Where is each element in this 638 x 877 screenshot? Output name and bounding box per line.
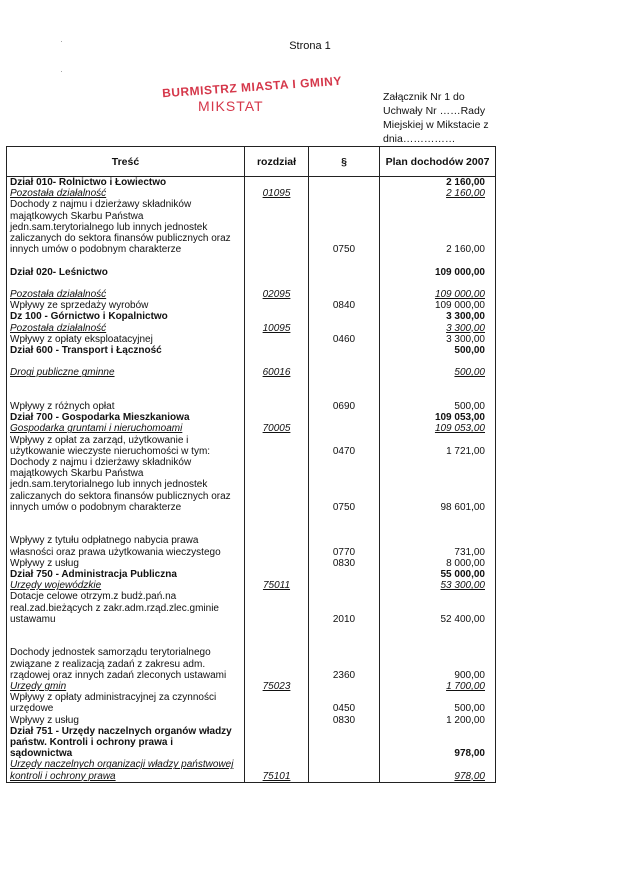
row-rozdzial: 60016 (245, 367, 309, 378)
row-amount (380, 491, 496, 502)
row-rozdzial (245, 457, 309, 468)
row-text: Pozostała działalność (7, 289, 245, 300)
row-amount: 109 053,00 (380, 423, 496, 434)
row-text: związane z realizacją zadań z zakresu adm. (7, 659, 245, 670)
row-amount (380, 692, 496, 703)
table-row (7, 367, 496, 378)
row-rozdzial: 02095 (245, 289, 309, 300)
row-text: Wpływy z opłat za zarząd, użytkowanie i (7, 435, 245, 446)
table-row (7, 703, 496, 714)
table-row (7, 513, 496, 524)
row-paragraf (309, 379, 380, 390)
row-text: Dotacje celowe otrzym.z budż.pań.na (7, 591, 245, 602)
table-row (7, 267, 496, 278)
row-text: Wpływy z opłaty eksploatacyjnej (7, 334, 245, 345)
row-amount (380, 759, 496, 770)
row-rozdzial (245, 233, 309, 244)
row-paragraf: 0690 (309, 401, 380, 412)
row-amount (380, 211, 496, 222)
row-amount: 731,00 (380, 547, 496, 558)
row-amount (380, 457, 496, 468)
row-paragraf: 0750 (309, 502, 380, 513)
row-text (7, 636, 245, 647)
header-tresc: Treść (7, 147, 245, 177)
table-row (7, 625, 496, 636)
table-row (7, 715, 496, 726)
scan-marks: · · (60, 36, 63, 76)
row-text: Gospodarka gruntami i nieruchomoami (7, 423, 245, 434)
table-row (7, 659, 496, 670)
row-rozdzial (245, 636, 309, 647)
table-row (7, 412, 496, 423)
mayor-stamp (150, 73, 343, 126)
row-paragraf (309, 479, 380, 490)
row-rozdzial (245, 591, 309, 602)
row-text: Drogi publiczne gminne (7, 367, 245, 378)
table-row (7, 199, 496, 210)
table-row (7, 278, 496, 289)
row-amount (380, 379, 496, 390)
row-paragraf: 0830 (309, 558, 380, 569)
table-row (7, 188, 496, 199)
row-amount (380, 199, 496, 210)
row-amount: 500,00 (380, 367, 496, 378)
table-row (7, 289, 496, 300)
row-rozdzial (245, 311, 309, 322)
row-amount: 55 000,00 (380, 569, 496, 580)
row-amount (380, 737, 496, 748)
row-rozdzial: 75011 (245, 580, 309, 591)
row-text: Wpływy z usług (7, 715, 245, 726)
row-text: państw. Kontroli i ochrony prawa i (7, 737, 245, 748)
row-rozdzial (245, 524, 309, 535)
row-amount (380, 647, 496, 658)
row-paragraf: 0450 (309, 703, 380, 714)
annex-line-2: Uchwały Nr ……Rady (383, 105, 486, 117)
row-text: majątkowych Skarbu Państwa (7, 468, 245, 479)
annex-note (383, 90, 503, 146)
row-rozdzial (245, 558, 309, 569)
row-paragraf (309, 255, 380, 266)
row-amount: 109 000,00 (380, 267, 496, 278)
row-rozdzial (245, 300, 309, 311)
row-paragraf (309, 726, 380, 737)
row-paragraf: 0770 (309, 547, 380, 558)
row-amount: 978,00 (380, 771, 496, 783)
row-paragraf (309, 177, 380, 189)
row-text: Wpływy ze sprzedaży wyrobów (7, 300, 245, 311)
row-text: Urzędy wojewódzkie (7, 580, 245, 591)
table-row (7, 311, 496, 322)
table-row (7, 636, 496, 647)
table-row (7, 233, 496, 244)
row-text (7, 390, 245, 401)
table-row (7, 547, 496, 558)
table-row (7, 670, 496, 681)
table-body (7, 177, 496, 783)
row-text: własności oraz prawa użytkowania wieczystego (7, 547, 245, 558)
table-row (7, 255, 496, 266)
table-row (7, 580, 496, 591)
row-paragraf (309, 423, 380, 434)
row-text (7, 379, 245, 390)
table-row (7, 558, 496, 569)
row-rozdzial (245, 513, 309, 524)
row-rozdzial (245, 759, 309, 770)
row-text: Dział 020- Leśnictwo (7, 267, 245, 278)
row-paragraf (309, 345, 380, 356)
row-paragraf (309, 199, 380, 210)
annex-line-3: Miejskiej w Mikstacie z (383, 119, 489, 131)
row-paragraf: 0750 (309, 244, 380, 255)
row-paragraf (309, 603, 380, 614)
row-amount (380, 222, 496, 233)
row-amount (380, 278, 496, 289)
table-row (7, 759, 496, 770)
table-row (7, 390, 496, 401)
row-rozdzial (245, 647, 309, 658)
row-text: Dochody z najmu i dzierżawy składników (7, 457, 245, 468)
row-paragraf (309, 457, 380, 468)
row-amount (380, 603, 496, 614)
row-text: Dochody z najmu i dzierżawy składników (7, 199, 245, 210)
row-rozdzial (245, 468, 309, 479)
row-text: Dział 751 - Urzędy naczelnych organów władzy (7, 726, 245, 737)
row-amount (380, 659, 496, 670)
annex-line-4: dnia…………… (383, 133, 456, 145)
table-header-row (7, 147, 496, 177)
table-row (7, 300, 496, 311)
row-amount: 98 601,00 (380, 502, 496, 513)
row-rozdzial (245, 222, 309, 233)
row-rozdzial (245, 211, 309, 222)
row-text: innych umów o podobnym charakterze (7, 502, 245, 513)
row-rozdzial (245, 177, 309, 189)
row-text: jedn.sam.terytorialnego lub innych jednostek (7, 222, 245, 233)
row-rozdzial (245, 692, 309, 703)
row-paragraf (309, 681, 380, 692)
row-amount (380, 356, 496, 367)
row-paragraf (309, 748, 380, 759)
table-row (7, 647, 496, 658)
row-text: Wpływy z usług (7, 558, 245, 569)
row-paragraf (309, 233, 380, 244)
header-rozdzial: rozdział (245, 147, 309, 177)
row-text: Dział 600 - Transport i Łączność (7, 345, 245, 356)
row-paragraf (309, 267, 380, 278)
row-amount (380, 535, 496, 546)
row-paragraf (309, 591, 380, 602)
row-rozdzial (245, 267, 309, 278)
stamp-line-1: BURMISTRZ MIASTA I GMINY (161, 73, 343, 101)
table-row (7, 681, 496, 692)
row-text: Dział 750 - Administracja Publiczna (7, 569, 245, 580)
row-text: innych umów o podobnym charakterze (7, 244, 245, 255)
row-paragraf: 0830 (309, 715, 380, 726)
row-text: Pozostała działalność (7, 188, 245, 199)
row-amount: 3 300,00 (380, 323, 496, 334)
row-paragraf (309, 278, 380, 289)
table-row (7, 177, 496, 189)
row-amount: 52 400,00 (380, 614, 496, 625)
row-rozdzial (245, 491, 309, 502)
row-paragraf (309, 625, 380, 636)
row-amount: 500,00 (380, 703, 496, 714)
row-amount: 3 300,00 (380, 311, 496, 322)
table-row (7, 771, 496, 783)
row-rozdzial (245, 255, 309, 266)
row-paragraf (309, 647, 380, 658)
row-rozdzial (245, 412, 309, 423)
table-row (7, 569, 496, 580)
row-paragraf (309, 211, 380, 222)
row-text: Dochody jednostek samorządu terytorialnego (7, 647, 245, 658)
row-paragraf (309, 759, 380, 770)
row-text: Wpływy z tytułu odpłatnego nabycia prawa (7, 535, 245, 546)
row-amount: 1 700,00 (380, 681, 496, 692)
header-paragraf: § (309, 147, 380, 177)
row-paragraf (309, 289, 380, 300)
row-paragraf (309, 311, 380, 322)
row-paragraf (309, 356, 380, 367)
row-amount: 8 000,00 (380, 558, 496, 569)
table-row (7, 446, 496, 457)
row-amount: 978,00 (380, 748, 496, 759)
row-amount (380, 524, 496, 535)
row-paragraf (309, 569, 380, 580)
row-amount (380, 468, 496, 479)
row-amount: 109 053,00 (380, 412, 496, 423)
row-amount: 53 300,00 (380, 580, 496, 591)
row-amount: 109 000,00 (380, 289, 496, 300)
table-row (7, 222, 496, 233)
row-text: Dział 010- Rolnictwo i Łowiectwo (7, 177, 245, 189)
row-text: jedn.sam.terytorialnego lub innych jednostek (7, 479, 245, 490)
table-row (7, 692, 496, 703)
row-amount: 3 300,00 (380, 334, 496, 345)
table-row (7, 491, 496, 502)
row-amount: 900,00 (380, 670, 496, 681)
row-text: Urzędy gmin (7, 681, 245, 692)
table-row (7, 379, 496, 390)
table-row (7, 524, 496, 535)
row-paragraf (309, 491, 380, 502)
row-rozdzial (245, 379, 309, 390)
header-plan: Plan dochodów 2007 (380, 147, 496, 177)
row-paragraf (309, 390, 380, 401)
row-rozdzial (245, 446, 309, 457)
table-row (7, 457, 496, 468)
row-text (7, 278, 245, 289)
annex-line-1: Załącznik Nr 1 do (383, 91, 465, 103)
row-text: Dz 100 - Górnictwo i Kopalnictwo (7, 311, 245, 322)
row-rozdzial: 01095 (245, 188, 309, 199)
row-amount (380, 591, 496, 602)
row-paragraf (309, 513, 380, 524)
row-rozdzial (245, 603, 309, 614)
row-text: Urzędy naczelnych organizacji władzy państwowej (7, 759, 245, 770)
row-paragraf (309, 435, 380, 446)
row-amount (380, 479, 496, 490)
row-paragraf (309, 468, 380, 479)
table-row (7, 345, 496, 356)
row-paragraf (309, 188, 380, 199)
row-amount: 1 200,00 (380, 715, 496, 726)
row-paragraf: 2010 (309, 614, 380, 625)
row-rozdzial (245, 479, 309, 490)
row-text: Dział 700 - Gospodarka Mieszkaniowa (7, 412, 245, 423)
row-paragraf: 0460 (309, 334, 380, 345)
row-amount: 1 721,00 (380, 446, 496, 457)
row-paragraf: 2360 (309, 670, 380, 681)
row-text: majątkowych Skarbu Państwa (7, 211, 245, 222)
row-rozdzial (245, 435, 309, 446)
row-rozdzial (245, 737, 309, 748)
row-rozdzial (245, 625, 309, 636)
row-paragraf (309, 636, 380, 647)
table-row (7, 211, 496, 222)
row-paragraf (309, 222, 380, 233)
row-rozdzial (245, 334, 309, 345)
row-paragraf (309, 367, 380, 378)
table-row (7, 356, 496, 367)
row-rozdzial (245, 670, 309, 681)
table-row (7, 401, 496, 412)
table-row (7, 244, 496, 255)
table-row (7, 748, 496, 759)
row-rozdzial (245, 502, 309, 513)
row-paragraf (309, 580, 380, 591)
row-rozdzial (245, 535, 309, 546)
table-row (7, 468, 496, 479)
row-text: zaliczanych do sektora finansów publicznych oraz (7, 233, 245, 244)
row-paragraf: 0840 (309, 300, 380, 311)
row-amount (380, 636, 496, 647)
row-rozdzial: 10095 (245, 323, 309, 334)
row-rozdzial (245, 356, 309, 367)
row-rozdzial (245, 703, 309, 714)
row-text: użytkowanie wieczyste nieruchomości w tym: (7, 446, 245, 457)
row-text: ustawamu (7, 614, 245, 625)
row-rozdzial (245, 726, 309, 737)
row-rozdzial (245, 401, 309, 412)
row-rozdzial: 75023 (245, 681, 309, 692)
row-paragraf (309, 692, 380, 703)
page-header: Strona 1 (289, 40, 331, 52)
row-text (7, 356, 245, 367)
table-row (7, 535, 496, 546)
row-amount (380, 435, 496, 446)
row-amount (380, 726, 496, 737)
row-amount: 2 160,00 (380, 177, 496, 189)
row-text: real.zad.bieżących z zakr.adm.rząd.zlec.gminie (7, 603, 245, 614)
row-amount: 2 160,00 (380, 244, 496, 255)
row-rozdzial (245, 614, 309, 625)
income-plan-table (6, 146, 496, 783)
table-row (7, 726, 496, 737)
row-amount (380, 625, 496, 636)
row-text: zaliczanych do sektora finansów publicznych oraz (7, 491, 245, 502)
row-paragraf (309, 323, 380, 334)
row-rozdzial (245, 547, 309, 558)
row-paragraf (309, 524, 380, 535)
table-row (7, 423, 496, 434)
row-text: kontroli i ochrony prawa (7, 771, 245, 783)
row-amount (380, 513, 496, 524)
table-row (7, 323, 496, 334)
table-row (7, 591, 496, 602)
row-rozdzial: 70005 (245, 423, 309, 434)
row-amount (380, 233, 496, 244)
table-row (7, 603, 496, 614)
row-text (7, 524, 245, 535)
row-text (7, 255, 245, 266)
table-row (7, 502, 496, 513)
row-text (7, 625, 245, 636)
row-rozdzial (245, 345, 309, 356)
row-paragraf (309, 737, 380, 748)
row-amount: 500,00 (380, 345, 496, 356)
row-rozdzial: 75101 (245, 771, 309, 783)
row-text (7, 513, 245, 524)
row-text: urzędowe (7, 703, 245, 714)
row-text: rządowej oraz innych zadań zleconych ustawami (7, 670, 245, 681)
row-paragraf (309, 535, 380, 546)
table-row (7, 479, 496, 490)
table-row (7, 435, 496, 446)
table-row (7, 614, 496, 625)
row-text: Wpływy z różnych opłat (7, 401, 245, 412)
row-rozdzial (245, 715, 309, 726)
row-amount: 2 160,00 (380, 188, 496, 199)
row-paragraf (309, 771, 380, 783)
stamp-line-2: MIKSTAT (198, 98, 264, 114)
row-text: Pozostała działalność (7, 323, 245, 334)
row-text: Wpływy z opłaty administracyjnej za czynności (7, 692, 245, 703)
table-row (7, 737, 496, 748)
row-amount: 500,00 (380, 401, 496, 412)
row-amount: 109 000,00 (380, 300, 496, 311)
row-rozdzial (245, 748, 309, 759)
row-rozdzial (245, 569, 309, 580)
row-amount (380, 255, 496, 266)
row-rozdzial (245, 199, 309, 210)
row-rozdzial (245, 659, 309, 670)
row-paragraf: 0470 (309, 446, 380, 457)
row-rozdzial (245, 244, 309, 255)
row-text: sądownictwa (7, 748, 245, 759)
row-rozdzial (245, 278, 309, 289)
row-rozdzial (245, 390, 309, 401)
row-paragraf (309, 659, 380, 670)
row-paragraf (309, 412, 380, 423)
row-amount (380, 390, 496, 401)
table-row (7, 334, 496, 345)
